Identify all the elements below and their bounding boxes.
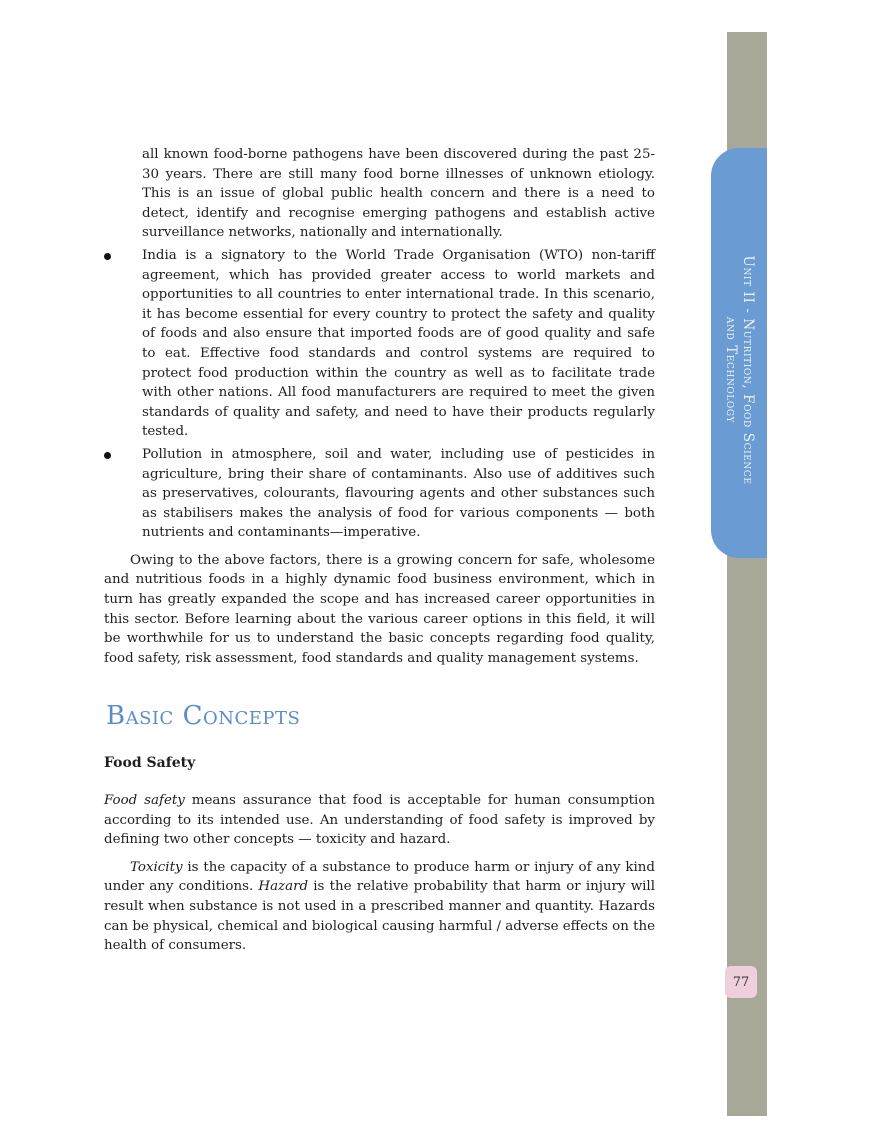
hazard-term: Hazard	[258, 879, 309, 895]
food-safety-definition: means assurance that food is acceptable for human consumption according to its intended use. An understanding of food safety is improved by defining two other concepts — toxicity and hazard.	[104, 793, 656, 848]
hazard-definition: is the relative probability that harm or injury will result when substance is not used in a prescribed manner and quantity. Hazards can be physical, chemical and biological causing harmful / adverse effects on the health of consumers.	[104, 879, 656, 954]
toxicity-paragraph	[104, 858, 655, 956]
bullet-list	[104, 246, 655, 543]
bullet-icon	[104, 452, 111, 459]
unit-label: Unit II - Nutrition, Food Science and Technology	[723, 255, 756, 485]
toxicity-term: Toxicity	[130, 859, 183, 875]
list-item	[104, 246, 655, 442]
toxicity-definition: is the capacity of a substance to produce harm or injury of any kind under any conditions.	[104, 859, 655, 895]
page-body	[104, 145, 655, 956]
bullet-text: India is a signatory to the World Trade Organisation (WTO) non-tariff agreement, which has provided greater access to world markets and opportunities to all countries to enter international trade. In this scenario, it has become essential for every country to protect the safety and quality of foods and also ensure that imported foods are of good quality and safe to eat. Effective food standards and control systems are required to protect food production within the country as well as to facilitate trade with other nations. All food manufacturers are required to meet the given standards of quality and safety, and need to have their products regularly tested.	[142, 247, 655, 440]
continued-paragraph: all known food-borne pathogens have been discovered during the past 25-30 years. There are still many food borne illnesses of unknown etiology. This is an issue of global public health concern and there is a need to detect, identify and recognise emerging pathogens and establish active surveillance networks, nationally and internationally.	[142, 147, 655, 241]
subheading: Food Safety	[104, 755, 196, 772]
food-safety-paragraph	[104, 791, 655, 850]
bullet-text: Pollution in atmosphere, soil and water, including use of pesticides in agriculture, bring their share of contaminants. Also use of additives such as preservatives, colourants, flavouring agents and other substances such as stabilisers makes the analysis of food for various components — both nutrients and contaminants—imperative.	[142, 446, 655, 541]
owing-paragraph: Owing to the above factors, there is a growing concern for safe, wholesome and nutritious foods in a highly dynamic food business environment, which in turn has greatly expanded the scope and has increased career opportunities in this sector. Before learning about the various career options in this field, it will be worthwhile for us to understand the basic concepts regarding food quality, food safety, risk assessment, food standards and quality management systems.	[104, 552, 655, 666]
page-number: 77	[725, 966, 757, 998]
food-safety-term: Food safety	[104, 793, 185, 809]
section-heading: Basic Concepts	[106, 701, 301, 732]
list-item	[104, 445, 655, 543]
bullet-icon	[104, 253, 111, 260]
